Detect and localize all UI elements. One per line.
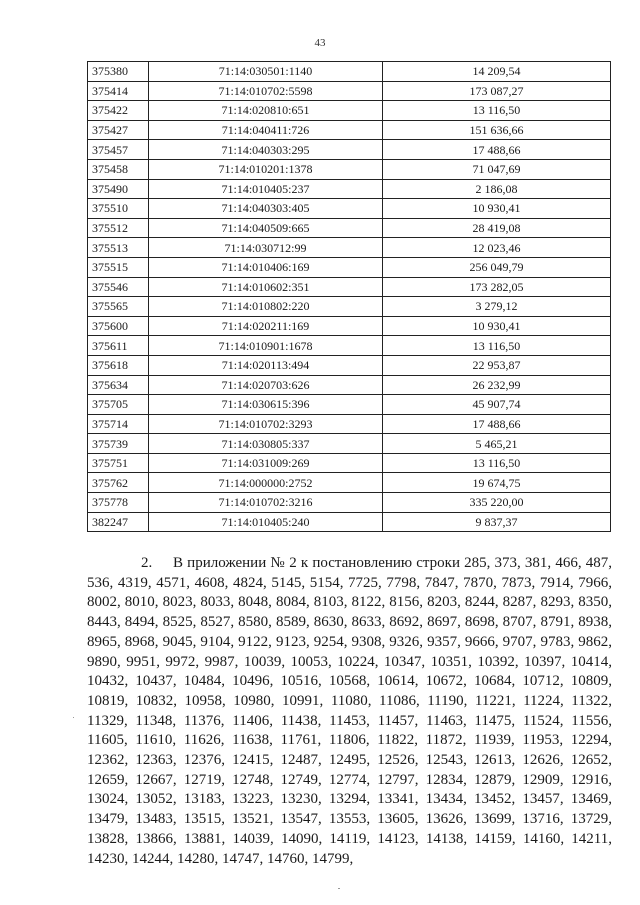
table-row <box>88 512 611 532</box>
amount-cell: 173 282,05 <box>383 277 611 297</box>
table-row <box>88 257 611 277</box>
cadastral-number-cell: 71:14:010702:5598 <box>149 81 383 101</box>
amount-cell: 10 930,41 <box>383 199 611 219</box>
cadastral-number-cell: 71:14:020113:494 <box>149 355 383 375</box>
table-row <box>88 101 611 121</box>
parcel-id-cell: 375490 <box>88 179 149 199</box>
parcel-id-cell: 375414 <box>88 81 149 101</box>
amount-cell: 10 930,41 <box>383 316 611 336</box>
amount-cell: 45 907,74 <box>383 395 611 415</box>
cadastral-number-cell: 71:14:010406:169 <box>149 257 383 277</box>
table-row <box>88 493 611 513</box>
table-row <box>88 179 611 199</box>
parcel-id-cell: 375427 <box>88 120 149 140</box>
cadastral-number-cell: 71:14:010405:240 <box>149 512 383 532</box>
parcel-id-cell: 375513 <box>88 238 149 258</box>
cadastral-number-cell: 71:14:040411:726 <box>149 120 383 140</box>
parcel-id-cell: 375380 <box>88 62 149 82</box>
cadastral-number-cell: 71:14:040303:405 <box>149 199 383 219</box>
cadastral-number-cell: 71:14:040509:665 <box>149 218 383 238</box>
parcel-id-cell: 375512 <box>88 218 149 238</box>
parcel-id-cell: 375457 <box>88 140 149 160</box>
parcel-id-cell: 375634 <box>88 375 149 395</box>
amount-cell: 71 047,69 <box>383 159 611 179</box>
parcel-id-cell: 375739 <box>88 434 149 454</box>
parcel-id-cell: 375510 <box>88 199 149 219</box>
amount-cell: 17 488,66 <box>383 140 611 160</box>
parcel-id-cell: 375515 <box>88 257 149 277</box>
cadastral-number-cell: 71:14:010702:3293 <box>149 414 383 434</box>
parcel-id-cell: 375714 <box>88 414 149 434</box>
parcel-id-cell: 375546 <box>88 277 149 297</box>
amount-cell: 14 209,54 <box>383 62 611 82</box>
parcel-id-cell: 382247 <box>88 512 149 532</box>
table-row <box>88 159 611 179</box>
cadastral-number-cell: 71:14:020703:626 <box>149 375 383 395</box>
amount-cell: 13 116,50 <box>383 453 611 473</box>
cadastral-number-cell: 71:14:010405:237 <box>149 179 383 199</box>
parcel-id-cell: 375751 <box>88 453 149 473</box>
table-row <box>88 434 611 454</box>
table-row <box>88 297 611 317</box>
table-row <box>88 199 611 219</box>
amount-cell: 13 116,50 <box>383 101 611 121</box>
table-row <box>88 140 611 160</box>
cadastral-number-cell: 71:14:031009:269 <box>149 453 383 473</box>
table-row <box>88 336 611 356</box>
table-row <box>88 473 611 493</box>
cadastral-number-cell: 71:14:020810:651 <box>149 101 383 121</box>
cadastral-number-cell: 71:14:010802:220 <box>149 297 383 317</box>
cadastral-number-cell: 71:14:030615:396 <box>149 395 383 415</box>
amount-cell: 151 636,66 <box>383 120 611 140</box>
table-body <box>88 62 611 532</box>
cadastral-number-cell: 71:14:040303:295 <box>149 140 383 160</box>
paragraph-item-2: 2. В приложении № 2 к постановлению строки 285, 373, 381, 466, 487, 536, 4319, 4571, 4608, 4824, 5145, 5154, 7725, 7798, 7847, 7870, 7873, 7914, 7966, 8002, 8010, 8023, 8033, 8048, 8084, 8103, 8122, 8156, 8203, 8244, 8287, 8293, 8350, 8443, 8494, 8525, 8527, 8580, 8589, 8630, 8633, 8692, 8697, 8698, 8707, 8791, 8938, 8965, 8968, 9045, 9104, 9122, 9123, 9254, 9308, 9326, 9357, 9666, 9707, 9783, 9862, 9890, 9951, 9972, 9987, 10039, 10053, 10224, 10347, 10351, 10392, 10397, 10414, 10432, 10437, 10484, 10496, 10516, 10568, 10614, 10672, 10684, 10712, 10809, 10819, 10832, 10958, 10980, 10991, 11080, 11086, 11190, 11221, 11224, 11322, 11329, 11348, 11376, 11406, 11438, 11453, 11457, 11463, 11475, 11524, 11556, 11605, 11610, 11626, 11638, 11761, 11806, 11822, 11872, 11939, 11953, 12294, 12362, 12363, 12376, 12415, 12487, 12495, 12526, 12543, 12613, 12626, 12652, 12659, 12667, 12719, 12748, 12749, 12774, 12797, 12834, 12879, 12909, 12916, 13024, 13052, 13183, 13223, 13230, 13294, 13341, 13434, 13452, 13457, 13469, 13479, 13483, 13515, 13521, 13547, 13553, 13605, 13626, 13699, 13716, 13729, 13828, 13866, 13881, 14039, 14090, 14119, 14123, 14138, 14159, 14160, 14211, 14230, 14244, 14280, 14747, 14760, 14799, <box>87 555 612 867</box>
table-row <box>88 238 611 258</box>
parcel-id-cell: 375762 <box>88 473 149 493</box>
parcel-id-cell: 375422 <box>88 101 149 121</box>
amount-cell: 19 674,75 <box>383 473 611 493</box>
parcel-id-cell: 375778 <box>88 493 149 513</box>
cadastral-number-cell: 71:14:000000:2752 <box>149 473 383 493</box>
page-number: 43 <box>314 37 326 49</box>
scan-speck <box>338 888 340 889</box>
parcel-id-cell: 375705 <box>88 395 149 415</box>
cadastral-number-cell: 71:14:010702:3216 <box>149 493 383 513</box>
amount-cell: 22 953,87 <box>383 355 611 375</box>
data-table <box>87 61 611 532</box>
amount-cell: 28 419,08 <box>383 218 611 238</box>
cadastral-number-cell: 71:14:020211:169 <box>149 316 383 336</box>
cadastral-number-cell: 71:14:030712:99 <box>149 238 383 258</box>
table-row <box>88 414 611 434</box>
amount-cell: 2 186,08 <box>383 179 611 199</box>
table-row <box>88 375 611 395</box>
table-row <box>88 218 611 238</box>
table-row <box>88 316 611 336</box>
cadastral-number-cell: 71:14:010201:1378 <box>149 159 383 179</box>
amount-cell: 335 220,00 <box>383 493 611 513</box>
amount-cell: 12 023,46 <box>383 238 611 258</box>
parcel-id-cell: 375600 <box>88 316 149 336</box>
cadastral-number-cell: 71:14:010901:1678 <box>149 336 383 356</box>
table-row <box>88 395 611 415</box>
amount-cell: 9 837,37 <box>383 512 611 532</box>
table-row <box>88 120 611 140</box>
amount-cell: 26 232,99 <box>383 375 611 395</box>
amount-cell: 3 279,12 <box>383 297 611 317</box>
table-row <box>88 453 611 473</box>
parcel-id-cell: 375458 <box>88 159 149 179</box>
table-row <box>88 355 611 375</box>
table-row <box>88 62 611 82</box>
cadastral-number-cell: 71:14:010602:351 <box>149 277 383 297</box>
parcel-id-cell: 375611 <box>88 336 149 356</box>
table-row <box>88 81 611 101</box>
cadastral-number-cell: 71:14:030501:1140 <box>149 62 383 82</box>
amount-cell: 173 087,27 <box>383 81 611 101</box>
amount-cell: 17 488,66 <box>383 414 611 434</box>
table-row <box>88 277 611 297</box>
cadastral-number-cell: 71:14:030805:337 <box>149 434 383 454</box>
amount-cell: 5 465,21 <box>383 434 611 454</box>
scan-speck <box>73 717 74 718</box>
parcel-id-cell: 375565 <box>88 297 149 317</box>
amount-cell: 256 049,79 <box>383 257 611 277</box>
parcel-id-cell: 375618 <box>88 355 149 375</box>
amount-cell: 13 116,50 <box>383 336 611 356</box>
